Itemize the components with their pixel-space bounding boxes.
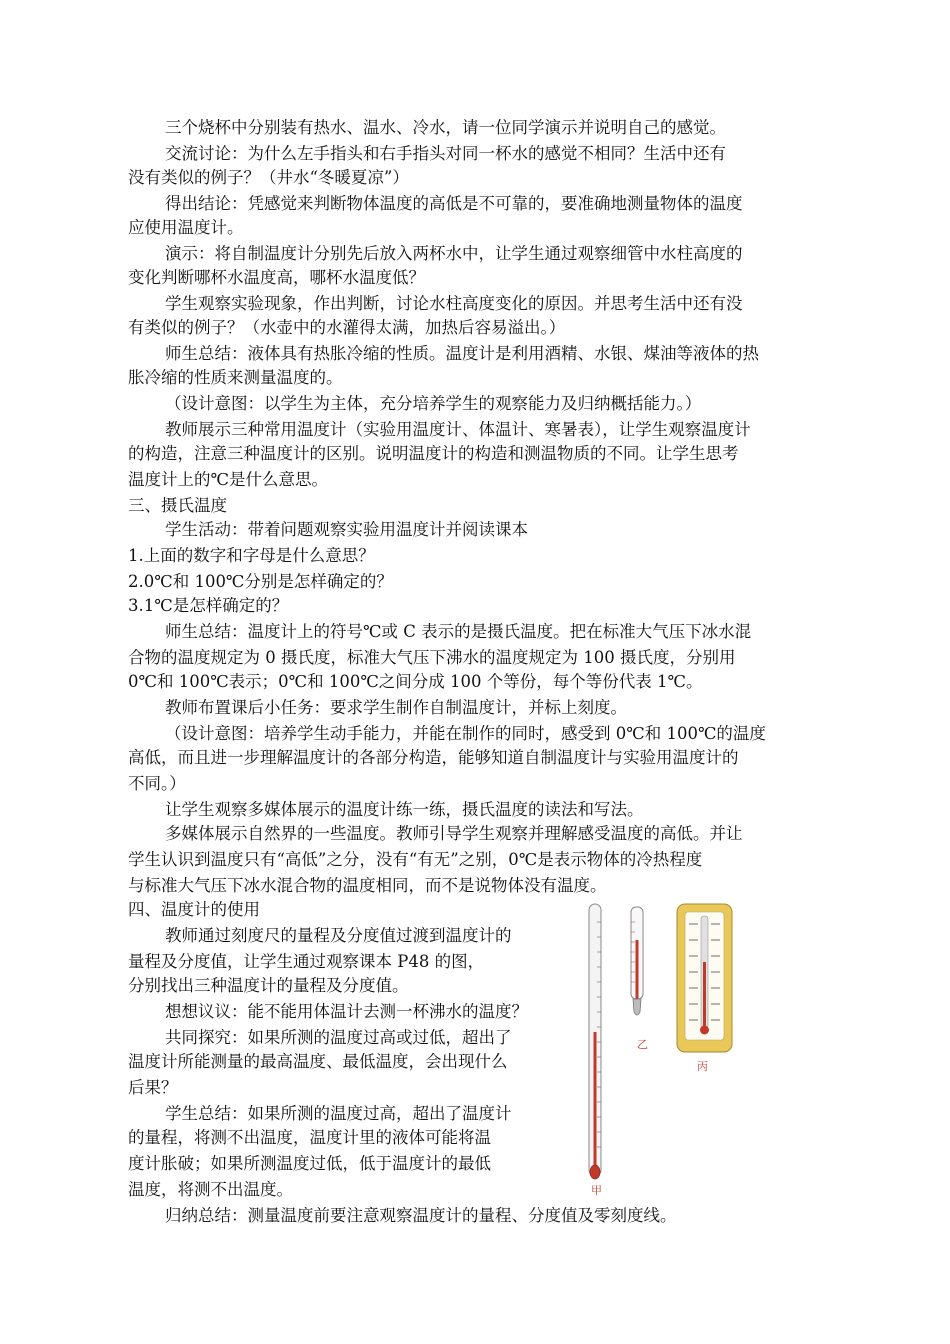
text-line: 的构造，注意三种温度计的区别。说明温度计的构造和测温物质的不同。让学生思考 (128, 444, 739, 463)
text-line: 温度，将测不出温度。 (128, 1180, 293, 1199)
text-line: 演示：将自制温度计分别先后放入两杯水中，让学生通过观察细管中水柱高度的 (165, 244, 743, 263)
clinical-thermometer (631, 907, 643, 1015)
text-line: 的量程，将测不出温度，温度计里的液体可能将温 (128, 1128, 491, 1147)
text-line: 温度计所能测量的最高温度、最低温度，会出现什么 (128, 1052, 508, 1071)
thermometers-figure (585, 902, 745, 1202)
lab-thermometer (589, 904, 601, 1179)
text-line: 归纳总结：测量温度前要注意观察温度计的量程、分度值及零刻度线。 (165, 1206, 677, 1225)
text-line: 师生总结：液体具有热胀冷缩的性质。温度计是利用酒精、水银、煤油等液体的热 (165, 344, 759, 363)
text-line: 学生活动：带着问题观察实验用温度计并阅读课本 (165, 520, 528, 539)
text-line: （设计意图：以学生为主体，充分培养学生的观察能力及归纳概括能力。） (165, 394, 702, 413)
text-line: （设计意图：培养学生动手能力，并能在制作的同时，感受到 0℃和 100℃的温度 (165, 724, 766, 743)
text-line: 得出结论：凭感觉来判断物体温度的高低是不可靠的，要准确地测量物体的温度 (165, 194, 743, 213)
text-line: 0℃和 100℃表示；0℃和 100℃之间分成 100 个等份，每个等份代表 1℃。 (128, 672, 703, 691)
list-item: 1.上面的数字和字母是什么意思？ (128, 546, 375, 565)
text-line: 高低，而且进一步理解温度计的各部分构造，能够知道自制温度计与实验用温度计的 (128, 748, 739, 767)
text-line: 师生总结：温度计上的符号℃或 C 表示的是摄氏温度。把在标准大气压下冰水混 (165, 622, 752, 641)
text-line: 后果？ (128, 1078, 178, 1097)
text-line: 教师展示三种常用温度计（实验用温度计、体温计、寒暑表），让学生观察温度计 (165, 420, 751, 439)
text-line: 有类似的例子？（水壶中的水灌得太满，加热后容易溢出。） (128, 318, 566, 337)
thermometers-illustration (585, 902, 745, 1202)
text-line: 学生认识到温度只有“高低”之分，没有“有无”之别，0℃是表示物体的冷热程度 (128, 850, 703, 869)
text-line: 变化判断哪杯水温度高，哪杯水温度低？ (128, 268, 425, 287)
list-item: 3.1℃是怎样确定的？ (128, 596, 289, 615)
text-line: 应使用温度计。 (128, 218, 244, 237)
figure-label-c: 丙 (697, 1060, 708, 1073)
text-line: 共同探究：如果所测的温度过高或过低，超出了 (165, 1028, 512, 1047)
text-line: 合物的温度规定为 0 摄氏度，标准大气压下沸水的温度规定为 100 摄氏度，分别用 (128, 648, 736, 667)
list-item: 2.0℃和 100℃分别是怎样确定的？ (128, 572, 393, 591)
text-line: 温度计上的℃是什么意思。 (128, 470, 328, 489)
text-line: 胀冷缩的性质来测量温度的。 (128, 368, 343, 387)
text-line: 教师布置课后小任务：要求学生制作自制温度计，并标上刻度。 (165, 698, 627, 717)
section-heading: 四、温度计的使用 (128, 900, 260, 919)
section-heading: 三、摄氏温度 (128, 496, 227, 515)
text-line: 度计胀破；如果所测温度过低，低于温度计的最低 (128, 1154, 491, 1173)
text-line: 没有类似的例子？（井水“冬暖夏凉”） (128, 168, 409, 187)
text-line: 教师通过刻度尺的量程及分度值过渡到温度计的 (165, 926, 512, 945)
wall-thermometer (677, 904, 732, 1052)
text-line: 三个烧杯中分别装有热水、温水、冷水，请一位同学演示并说明自己的感觉。 (165, 118, 726, 137)
text-line: 学生总结：如果所测的温度过高，超出了温度计 (165, 1104, 512, 1123)
text-line: 学生观察实验现象，作出判断，讨论水柱高度变化的原因。并思考生活中还有没 (165, 294, 743, 313)
text-line: 量程及分度值，让学生通过观察课本 P48 的图， (128, 952, 485, 971)
figure-label-b: 乙 (637, 1038, 648, 1051)
text-line: 不同。） (128, 774, 186, 793)
text-line: 让学生观察多媒体展示的温度计练一练，摄氏温度的读法和写法。 (165, 800, 644, 819)
text-line: 与标准大气压下冰水混合物的温度相同，而不是说物体没有温度。 (128, 876, 607, 895)
text-line: 多媒体展示自然界的一些温度。教师引导学生观察并理解感受温度的高低。并让 (165, 824, 743, 843)
text-line: 交流讨论：为什么左手指头和右手指头对同一杯水的感觉不相同？生活中还有 (165, 144, 726, 163)
text-line: 想想议议：能不能用体温计去测一杯沸水的温度？ (165, 1002, 528, 1021)
text-line: 分别找出三种温度计的量程及分度值。 (128, 976, 409, 995)
figure-label-a: 甲 (591, 1184, 602, 1197)
